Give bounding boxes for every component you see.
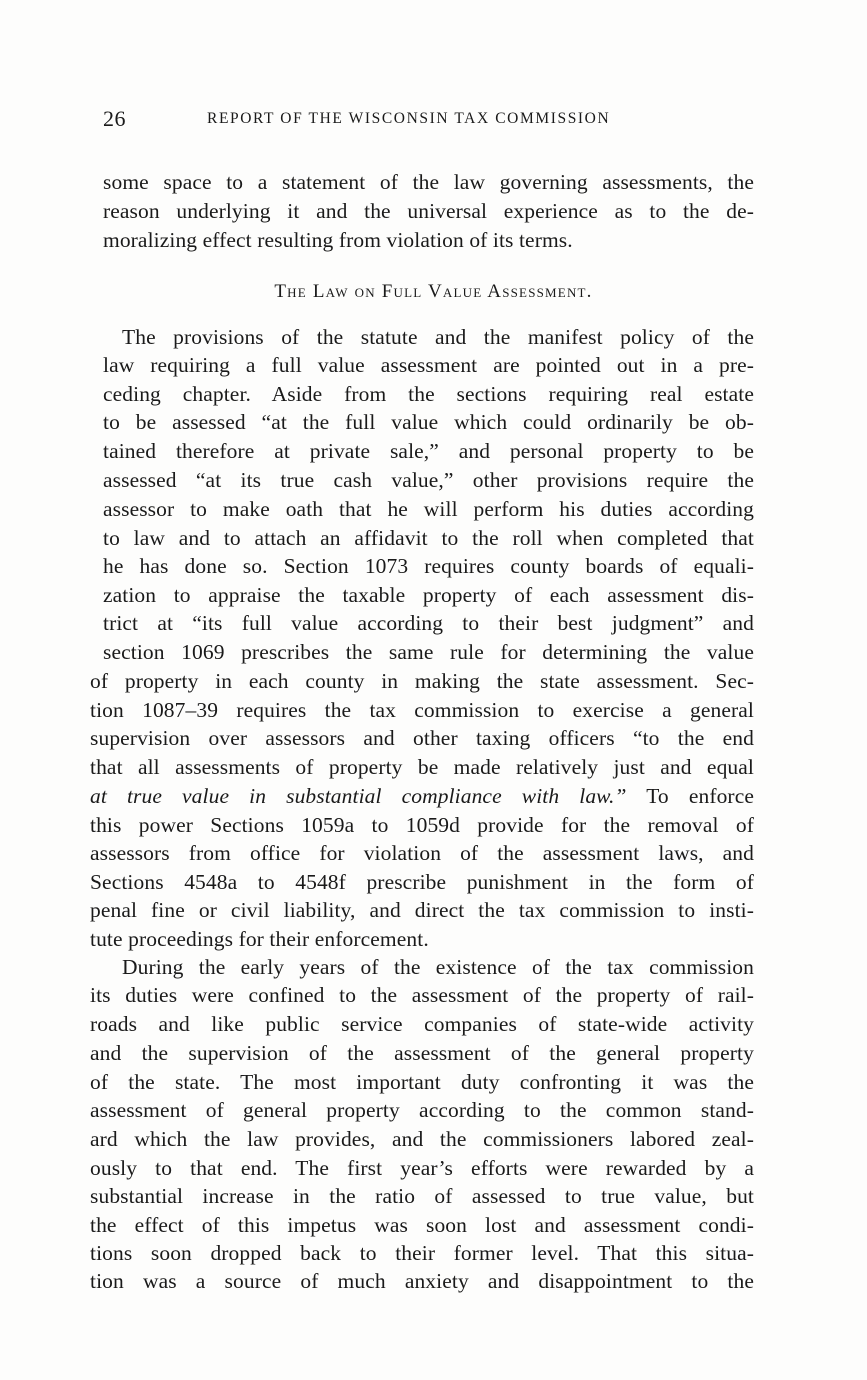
paragraph-1-line: assessed “at its true cash value,” other provisions require the bbox=[103, 468, 754, 492]
page-number: 26 bbox=[103, 106, 126, 131]
paragraph-1-italic-line bbox=[90, 782, 754, 810]
paragraph-1-line: assessor to make oath that he will perform his duties according bbox=[103, 497, 754, 521]
paragraph-1-line: Sections 4548a to 4548f prescribe punishment in the form of bbox=[90, 870, 754, 894]
paragraph-1-line: section 1069 prescribes the same rule for determining the value bbox=[103, 640, 754, 664]
paragraph-1-line: that all assessments of property be made relatively just and equal bbox=[90, 755, 754, 779]
paragraph-1-line: penal fine or civil liability, and direct the tax commission to insti- bbox=[90, 898, 754, 922]
paragraph-2-line: substantial increase in the ratio of assessed to true value, but bbox=[90, 1184, 754, 1208]
running-title: REPORT OF THE WISCONSIN TAX COMMISSION bbox=[207, 110, 611, 127]
paragraph-1-line: The provisions of the statute and the manifest policy of the bbox=[122, 325, 754, 349]
intro-line: reason underlying it and the universal experience as to the de- bbox=[103, 199, 754, 223]
paragraph-2-line: assessment of general property according to the common stand- bbox=[90, 1098, 754, 1122]
page-header bbox=[103, 106, 753, 136]
paragraph-1-line: ceding chapter. Aside from the sections requiring real estate bbox=[103, 382, 754, 406]
paragraph-1-line: tute proceedings for their enforcement. bbox=[90, 927, 429, 951]
paragraph-1-line: zation to appraise the taxable property of each assessment dis- bbox=[103, 583, 754, 607]
paragraph-2-line: roads and like public service companies of state-wide activity bbox=[90, 1012, 754, 1036]
paragraph-1-line: to be assessed “at the full value which could ordinarily be ob- bbox=[103, 410, 754, 434]
paragraph-1-line: tion 1087–39 requires the tax commission to exercise a general bbox=[90, 698, 754, 722]
intro-line: some space to a statement of the law governing assessments, the bbox=[103, 170, 754, 194]
section-heading: The Law on Full Value Assessment. bbox=[274, 281, 593, 302]
intro-line: moralizing effect resulting from violation of its terms. bbox=[103, 228, 573, 252]
paragraph-2-line: ard which the law provides, and the commissioners labored zeal- bbox=[90, 1127, 754, 1151]
paragraph-1-line: to law and to attach an affidavit to the roll when completed that bbox=[103, 526, 754, 550]
paragraph-1-line: he has done so. Section 1073 requires county boards of equali- bbox=[103, 554, 754, 578]
paragraph-1-line: tained therefore at private sale,” and personal property to be bbox=[103, 439, 754, 463]
paragraph-2-line: and the supervision of the assessment of the general property bbox=[90, 1041, 754, 1065]
paragraph-1-line: assessors from office for violation of the assessment laws, and bbox=[90, 841, 754, 865]
italic-quote: at true value in substantial compliance with law.” bbox=[90, 784, 627, 808]
paragraph-1-line: trict at “its full value according to their best judgment” and bbox=[103, 611, 754, 635]
paragraph-2-line: the effect of this impetus was soon lost and assessment condi- bbox=[90, 1213, 754, 1237]
paragraph-2-line: During the early years of the existence of the tax commission bbox=[122, 955, 754, 979]
paragraph-2-line: tions soon dropped back to their former level. That this situa- bbox=[90, 1241, 754, 1265]
paragraph-1-line: of property in each county in making the state assessment. Sec- bbox=[90, 669, 754, 693]
paragraph-1-line: supervision over assessors and other taxing officers “to the end bbox=[90, 726, 754, 750]
paragraph-2-line: its duties were confined to the assessment of the property of rail- bbox=[90, 983, 754, 1007]
paragraph-2-line: ously to that end. The first year’s efforts were rewarded by a bbox=[90, 1156, 754, 1180]
paragraph-1-line: this power Sections 1059a to 1059d provide for the removal of bbox=[90, 813, 754, 837]
paragraph-1-line: law requiring a full value assessment are pointed out in a pre- bbox=[103, 353, 754, 377]
italic-line-rest: To enforce bbox=[646, 784, 754, 808]
paragraph-2-line: of the state. The most important duty confronting it was the bbox=[90, 1070, 754, 1094]
paragraph-2-line: tion was a source of much anxiety and disappointment to the bbox=[90, 1269, 754, 1293]
